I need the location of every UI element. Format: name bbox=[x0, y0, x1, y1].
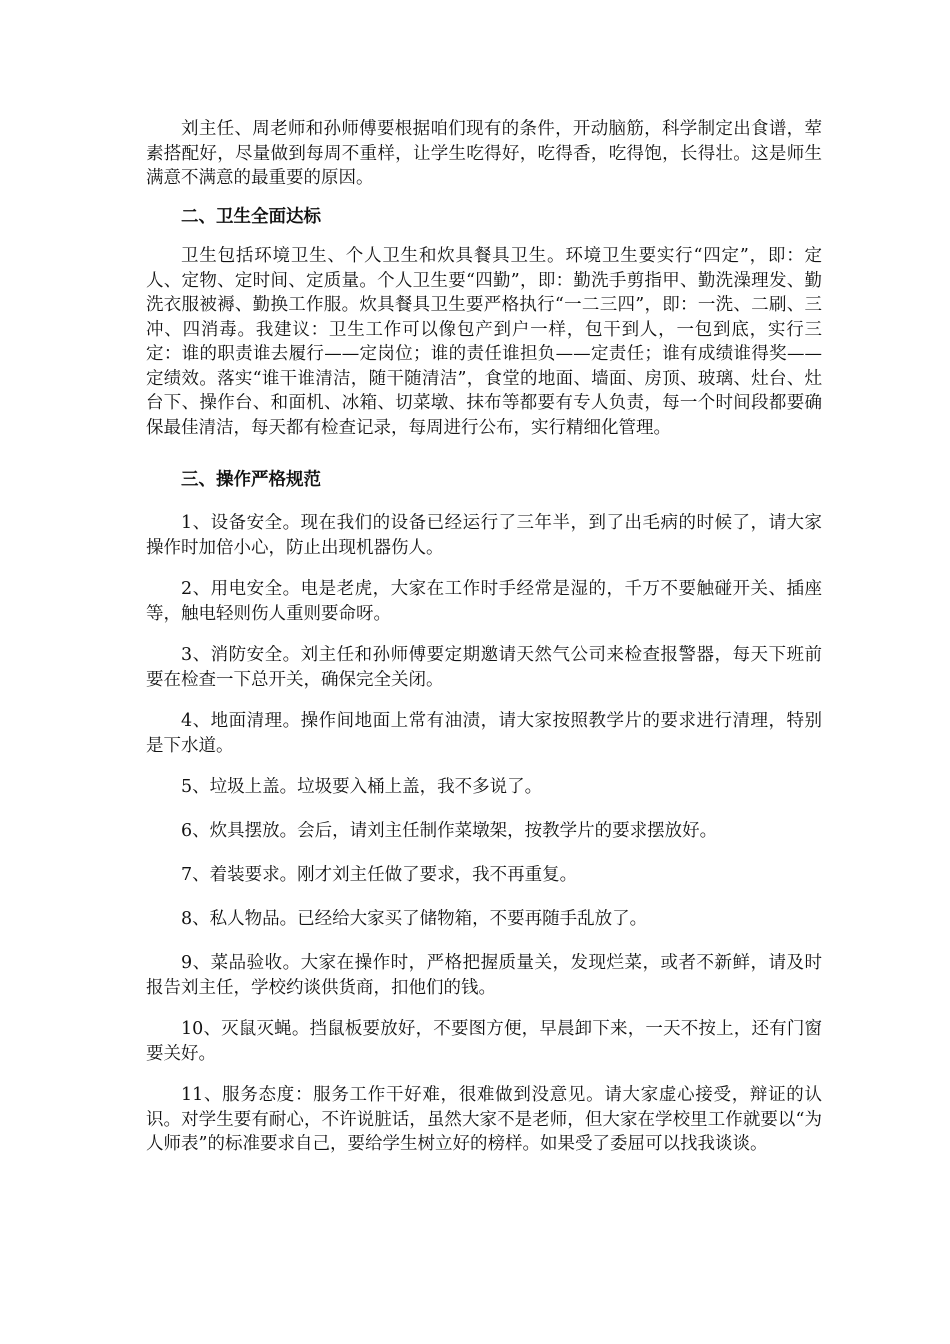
paragraph-hygiene: 卫生包括环境卫生、个人卫生和炊具餐具卫生。环境卫生要实行“四定”，即：定人、定物、定时间、定质量。个人卫生要“四勤”，即：勤洗手剪指甲、勤洗澡理发、勤洗衣服被褥、勤换工作服。炊具餐具卫生要严格执行“一二三四”，即：一洗、二刷、三冲、四消毒。我建议：卫生工作可以像包产到户一样，包干到人，一包到底，实行三定：谁的职责谁去履行——定岗位；谁的责任谁担负——定责任；谁有成绩谁得奖——定绩效。落实“谁干谁清洁，随干随清洁”，食堂的地面、墙面、房顶、玻璃、灶台、灶台下、操作台、和面机、冰箱、切菜墩、抹布等都要有专人负责，每一个时间段都要确保最佳清洁，每天都有检查记录，每周进行公布，实行精细化管理。 bbox=[146, 246, 822, 438]
list-item-produce-inspection: 9、菜品验收。大家在操作时，严格把握质量关，发现烂菜，或者不新鲜，请及时报告刘主任，学校约谈供货商，扣他们的钱。 bbox=[146, 953, 822, 998]
paragraph-menu-planning: 刘主任、周老师和孙师傅要根据咱们现有的条件，开动脑筋，科学制定出食谱，荤素搭配好，尽量做到每周不重样，让学生吃得好，吃得香，吃得饱，长得壮。这是师生满意不满意的最重要的原因。 bbox=[146, 119, 822, 188]
list-item-floor-cleaning: 4、地面清理。操作间地面上常有油渍，请大家按照教学片的要求进行清理，特别是下水道。 bbox=[146, 711, 822, 756]
section-heading-operation: 三、操作严格规范 bbox=[181, 470, 321, 490]
list-item-service-attitude: 11、服务态度：服务工作干好难，很难做到没意见。请大家虚心接受，辩证的认识。对学生要有耐心，不许说脏话，虽然大家不是老师，但大家在学校里工作就要以“为人师表”的标准要求自己，要给学生树立好的榜样。如果受了委屈可以找我谈谈。 bbox=[146, 1085, 822, 1154]
list-item-equipment-safety: 1、设备安全。现在我们的设备已经运行了三年半，到了出毛病的时候了，请大家操作时加倍小心，防止出现机器伤人。 bbox=[146, 513, 822, 558]
list-item-cookware-placement: 6、炊具摆放。会后，请刘主任制作菜墩架，按教学片的要求摆放好。 bbox=[181, 821, 718, 841]
list-item-pest-control: 10、灭鼠灭蝇。挡鼠板要放好，不要图方便，早晨卸下来，一天不按上，还有门窗要关好。 bbox=[146, 1019, 822, 1064]
list-item-fire-safety: 3、消防安全。刘主任和孙师傅要定期邀请天然气公司来检查报警器，每天下班前要在检查一下总开关，确保完全关闭。 bbox=[146, 645, 822, 690]
list-item-personal-items: 8、私人物品。已经给大家买了储物箱，不要再随手乱放了。 bbox=[181, 909, 648, 929]
list-item-garbage-lids: 5、垃圾上盖。垃圾要入桶上盖，我不多说了。 bbox=[181, 777, 543, 797]
section-heading-hygiene: 二、卫生全面达标 bbox=[181, 207, 321, 227]
list-item-electrical-safety: 2、用电安全。电是老虎，大家在工作时手经常是湿的，千万不要触碰开关、插座等，触电轻则伤人重则要命呀。 bbox=[146, 579, 822, 624]
list-item-dress-code: 7、着装要求。刚才刘主任做了要求，我不再重复。 bbox=[181, 865, 578, 885]
